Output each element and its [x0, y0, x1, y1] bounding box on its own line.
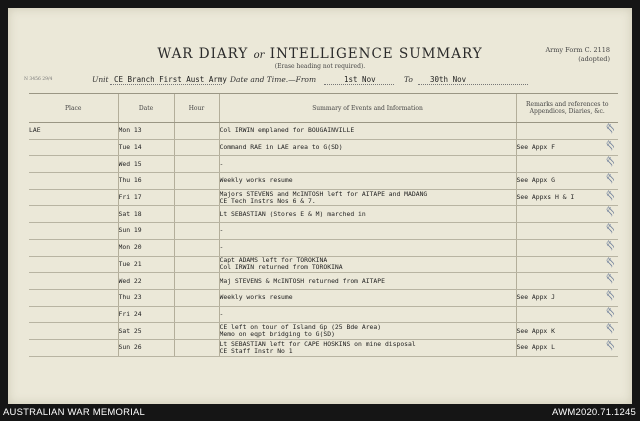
entry-place: [29, 323, 118, 340]
entry-place: [29, 256, 118, 273]
adopted-label: (adopted): [578, 55, 610, 63]
title-intelligence-summary: INTELLIGENCE SUMMARY: [269, 46, 483, 62]
summary-line: Maj STEVENS & McINTOSH returned from AITAPE: [219, 276, 385, 285]
entry-remarks: [516, 273, 618, 290]
form-title: [8, 46, 632, 62]
summary-line: CE Staff Instr No 1: [219, 346, 293, 355]
entry-remarks: [516, 239, 618, 256]
entry-date: Wed 15: [118, 156, 174, 173]
entry-remarks: [516, 139, 618, 156]
entry-remarks: [516, 223, 618, 240]
handwritten-initial: ff: [604, 239, 617, 251]
handwritten-initial: ff: [604, 322, 617, 334]
summary-line: Weekly works resume: [219, 176, 293, 185]
entry-hour: [174, 256, 219, 273]
summary-line: -: [219, 226, 224, 235]
entry-hour: [174, 239, 219, 256]
entry-place: [29, 339, 118, 356]
entry-hour: [174, 323, 219, 340]
remarks-text: See Appx L: [516, 343, 555, 352]
entry-summary: [219, 273, 516, 290]
entry-date: Wed 22: [118, 273, 174, 290]
entry-date: Mon 20: [118, 239, 174, 256]
col-hour: Hour: [174, 94, 219, 123]
handwritten-initial: ff: [604, 256, 617, 268]
summary-line: Col IRWIN returned from TOROKINA: [219, 263, 343, 272]
handwritten-initial: ff: [604, 172, 617, 184]
form-print-ref: N 3456 29/4: [24, 77, 53, 82]
summary-line: -: [219, 159, 224, 168]
entry-place: [29, 189, 118, 206]
unit-label: Unit: [92, 75, 109, 84]
handwritten-initial: ff: [604, 289, 617, 301]
remarks-text: See Appx F: [516, 143, 555, 152]
col-summary: Summary of Events and Information: [219, 94, 516, 123]
entry-date: Tue 14: [118, 139, 174, 156]
entry-hour: [174, 289, 219, 306]
remarks-text: See Appx G: [516, 176, 555, 185]
form-subtitle: (Erase heading not required).: [274, 63, 366, 70]
diary-entry-row: [29, 273, 618, 290]
remarks-text: See Appxs H & I: [516, 193, 575, 202]
entry-place: LAE: [29, 123, 118, 140]
diary-table: [29, 93, 618, 357]
to-date-value: 30th Nov: [430, 75, 467, 84]
handwritten-initial: ff: [604, 306, 617, 318]
entry-hour: [174, 173, 219, 190]
summary-line: Col IRWIN emplaned for BOUGAINVILLE: [219, 126, 355, 135]
diary-page: [8, 8, 632, 404]
entry-place: [29, 306, 118, 323]
entry-remarks: [516, 339, 618, 356]
entry-hour: [174, 139, 219, 156]
entry-summary: [219, 173, 516, 190]
summary-line: Weekly works resume: [219, 293, 293, 302]
entry-summary: [219, 339, 516, 356]
entry-remarks: [516, 189, 618, 206]
summary-line: -: [219, 309, 224, 318]
entry-place: [29, 173, 118, 190]
entry-summary: [219, 289, 516, 306]
entry-summary: [219, 239, 516, 256]
diary-entry-row: [29, 156, 618, 173]
summary-line: Lt SEBASTIAN left for CAPE HOSKINS on mine disposal: [219, 339, 416, 348]
summary-line: -: [219, 243, 224, 252]
unit-date-line: [92, 75, 532, 87]
to-label: To: [404, 75, 413, 84]
entry-remarks: [516, 256, 618, 273]
entry-date: Sun 26: [118, 339, 174, 356]
diary-entry-row: [29, 256, 618, 273]
entry-hour: [174, 306, 219, 323]
diary-entry-row: [29, 306, 618, 323]
entry-hour: [174, 273, 219, 290]
entry-summary: [219, 189, 516, 206]
entry-date: Fri 17: [118, 189, 174, 206]
army-form-label: Army Form C. 2118: [545, 46, 610, 54]
entry-place: [29, 239, 118, 256]
entry-hour: [174, 189, 219, 206]
entry-date: Tue 21: [118, 256, 174, 273]
summary-line: Command RAE in LAE area to G(SD): [219, 143, 343, 152]
entry-hour: [174, 206, 219, 223]
diary-entry-row: [29, 339, 618, 356]
entry-remarks: [516, 289, 618, 306]
entry-remarks: [516, 306, 618, 323]
footer-accession-number: AWM2020.71.1245: [552, 407, 636, 418]
handwritten-initial: ff: [604, 339, 617, 351]
header-row: [29, 94, 618, 123]
summary-line: Lt SEBASTIAN (Stores E & M) marched in: [219, 209, 366, 218]
remarks-text: See Appx J: [516, 293, 555, 302]
handwritten-initial: ff: [604, 206, 617, 218]
entry-hour: [174, 156, 219, 173]
handwritten-initial: ff: [604, 139, 617, 151]
entry-remarks: [516, 123, 618, 140]
entry-date: Sat 18: [118, 206, 174, 223]
entry-summary: [219, 206, 516, 223]
entry-date: Mon 13: [118, 123, 174, 140]
diary-entry-row: [29, 173, 618, 190]
handwritten-initial: ff: [604, 272, 617, 284]
entry-place: [29, 223, 118, 240]
title-or: or: [253, 50, 265, 61]
entry-summary: [219, 156, 516, 173]
army-form-number: [545, 46, 610, 64]
diary-entry-row: [29, 139, 618, 156]
entry-summary: [219, 223, 516, 240]
summary-line: Memo on eqpt bridging to G(SD): [219, 330, 335, 339]
entry-remarks: [516, 323, 618, 340]
entry-hour: [174, 223, 219, 240]
summary-line: CE Tech Instrs Nos 6 & 7.: [219, 196, 316, 205]
diary-entry-row: [29, 323, 618, 340]
entry-date: Thu 23: [118, 289, 174, 306]
entry-summary: [219, 306, 516, 323]
title-war-diary: WAR DIARY: [157, 46, 249, 62]
diary-entry-row: [29, 223, 618, 240]
entry-summary: [219, 139, 516, 156]
summary-line: CE left on tour of Island Gp (25 Bde Area): [219, 323, 382, 332]
entry-summary: [219, 323, 516, 340]
entry-place: [29, 156, 118, 173]
entry-date: Fri 24: [118, 306, 174, 323]
footer-institution: AUSTRALIAN WAR MEMORIAL: [3, 407, 146, 418]
entry-date: Sat 25: [118, 323, 174, 340]
entry-place: [29, 289, 118, 306]
date-time-label: Date and Time.—From: [230, 75, 317, 84]
entry-date: Thu 16: [118, 173, 174, 190]
entry-place: [29, 206, 118, 223]
entry-place: [29, 139, 118, 156]
handwritten-initial: ff: [604, 156, 617, 168]
handwritten-initial: ff: [604, 122, 617, 134]
col-place: Place: [29, 94, 118, 123]
diary-entry-row: [29, 189, 618, 206]
col-date: Date: [118, 94, 174, 123]
diary-entry-row: [29, 123, 618, 140]
entry-summary: [219, 123, 516, 140]
diary-entry-row: [29, 289, 618, 306]
handwritten-initial: ff: [604, 222, 617, 234]
entry-summary: [219, 256, 516, 273]
entry-remarks: [516, 206, 618, 223]
diary-entry-row: [29, 206, 618, 223]
entry-remarks: [516, 173, 618, 190]
entry-hour: [174, 123, 219, 140]
summary-line: Majors STEVENS and McINTOSH left for AITAPE and MADANG: [219, 189, 428, 198]
from-date-value: 1st Nov: [344, 75, 376, 84]
entry-date: Sun 19: [118, 223, 174, 240]
entry-place: [29, 273, 118, 290]
diary-entry-row: [29, 239, 618, 256]
entry-hour: [174, 339, 219, 356]
summary-line: Capt ADAMS left for TOROKINA: [219, 256, 328, 265]
col-remarks: Remarks and references to Appendices, Diaries, &c.: [516, 94, 618, 123]
unit-value: CE Branch First Aust Army: [114, 75, 227, 84]
handwritten-initial: ff: [604, 189, 617, 201]
remarks-text: See Appx K: [516, 326, 555, 335]
entry-remarks: [516, 156, 618, 173]
